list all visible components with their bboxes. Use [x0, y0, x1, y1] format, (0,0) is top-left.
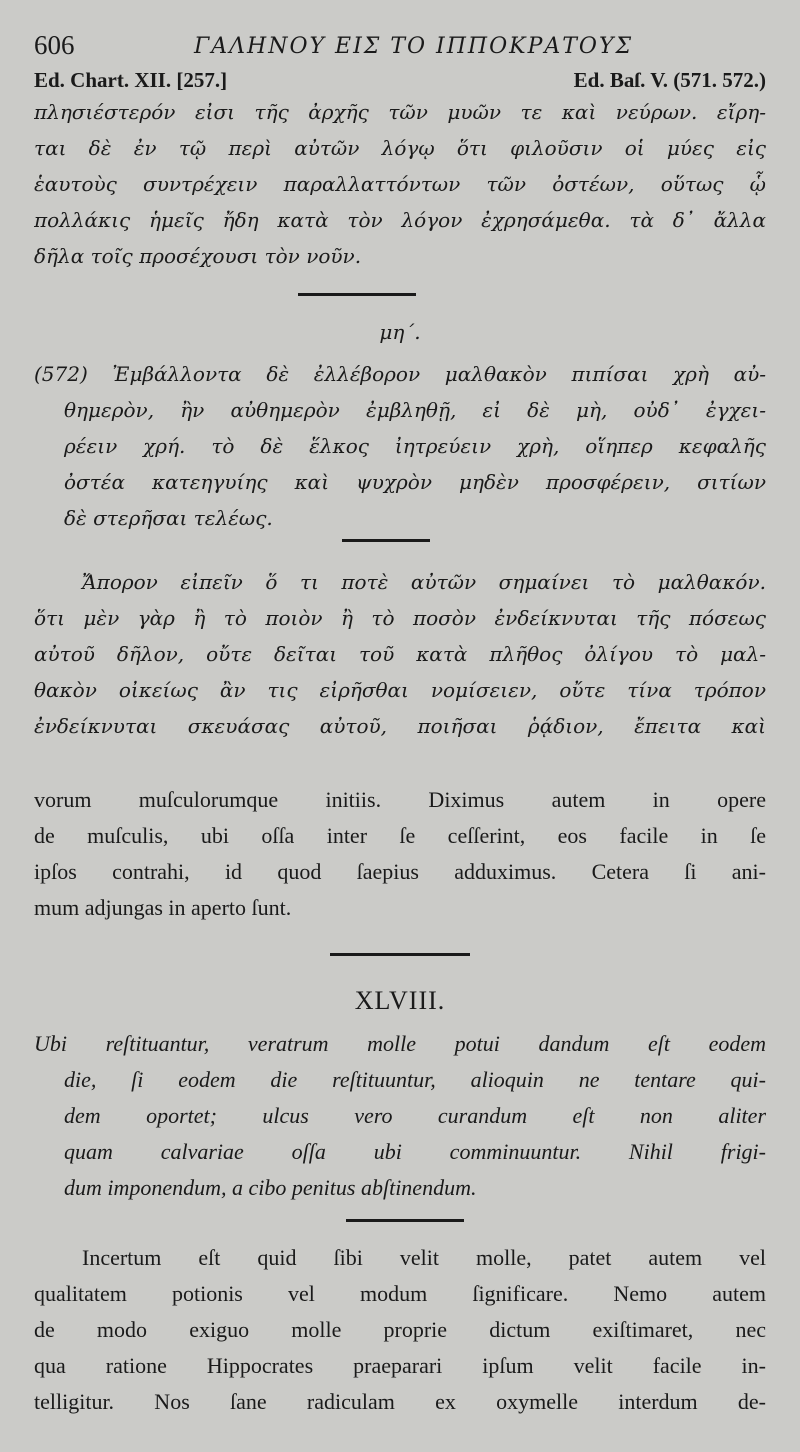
text-line: δῆλα τοῖς προσέχουσι τὸν νοῦν.: [34, 244, 362, 268]
text-line: δὲ στερῆσαι τελέως.: [64, 506, 273, 530]
text-line: ἑαυτοὺς συντρέχειν παραλλαττόντων τῶν ὀστέων, οὕτως ᾧ: [34, 172, 766, 196]
edition-chart-ref: Ed. Chart. XII. [257.]: [34, 68, 228, 92]
text-line: ipſos contrahi, id quod ſaepius adduximus. Cetera ſi ani-: [34, 859, 766, 884]
text-line: θακὸν οἰκείως ἂν τις εἰρῆσθαι νομίσειεν, οὔτε τίνα τρόπον: [34, 678, 766, 702]
section-divider: [298, 293, 416, 296]
section-divider: [342, 539, 430, 542]
text-line: qua ratione Hippocrates praeparari ipſum velit facile in-: [34, 1353, 766, 1378]
latin-section-number: XLVIII.: [354, 986, 446, 1015]
text-line: Incertum eſt quid ſibi velit molle, patet autem vel: [82, 1245, 766, 1270]
text-line: de muſculis, ubi oſſa inter ſe ceſſerint, eos facile in ſe: [34, 823, 766, 848]
text-line: dem oportet; ulcus vero curandum eſt non aliter: [64, 1103, 766, 1128]
text-line: de modo exiguo molle proprie dictum exiſtimaret, nec: [34, 1317, 766, 1342]
text-line: Ubi reſtituantur, veratrum molle potui dandum eſt eodem: [34, 1031, 766, 1056]
text-line: (572) Ἐμβάλλοντα δὲ ἐλλέβορον μαλθακὸν πιπίσαι χρὴ αὐ-: [34, 362, 766, 386]
text-line: ται δὲ ἐν τῷ περὶ αὐτῶν λόγῳ ὅτι φιλοῦσιν οἱ μύες εἰς: [34, 136, 766, 160]
text-line: πλησιέστερόν εἰσι τῆς ἀρχῆς τῶν μυῶν τε καὶ νεύρων. εἴρη-: [34, 100, 766, 124]
text-line: ρέειν χρή. τὸ δὲ ἕλκος ἰητρεύειν χρὴ, οἵηπερ κεφαλῆς: [64, 434, 766, 458]
page-header: [34, 30, 774, 64]
text-line: θημερὸν, ἢν αὐθημερὸν ἐμβληθῇ, εἰ δὲ μὴ, οὐδ᾽ ἐγχει-: [64, 398, 766, 422]
text-line: ὅτι μὲν γὰρ ἢ τὸ ποιὸν ἢ τὸ ποσὸν ἐνδείκνυται τῆς πόσεως: [34, 606, 766, 630]
running-title: ΓΑΛΗΝΟΥ ΕΙΣ ΤΟ ΙΠΠΟΚΡΑΤΟΥΣ: [194, 34, 634, 59]
latin-commentary: [34, 1240, 766, 1420]
text-line: quam calvariae oſſa ubi comminuuntur. Nihil frigi-: [64, 1139, 766, 1164]
text-line: vorum muſculorumque initiis. Diximus autem in opere: [34, 787, 766, 812]
text-line: Ἄπορον εἰπεῖν ὅ τι ποτὲ αὐτῶν σημαίνει τὸ μαλθακόν.: [82, 570, 766, 594]
page-number: 606: [34, 30, 75, 60]
edition-basel-ref: Ed. Baſ. V. (571. 572.): [573, 68, 766, 92]
greek-section-number: μη΄.: [379, 320, 421, 344]
text-line: ἐνδείκνυται σκευάσας αὐτοῦ, ποιῆσαι ῥᾴδιον, ἔπειτα καὶ: [34, 714, 766, 738]
latin-aphorism: [34, 1026, 766, 1206]
greek-commentary-continued: [34, 94, 766, 274]
edition-reference-line: [34, 68, 766, 96]
text-line: πολλάκις ἡμεῖς ἤδη κατὰ τὸν λόγον ἐχρησάμεθα. τὰ δ᾽ ἄλλα: [34, 208, 766, 232]
text-line: mum adjungas in aperto ſunt.: [34, 895, 292, 920]
text-line: die, ſi eodem die reſtituuntur, alioquin ne tentare qui-: [64, 1067, 766, 1092]
greek-section-heading: [34, 314, 766, 350]
latin-commentary-continued: [34, 782, 766, 926]
greek-aphorism: [34, 356, 766, 536]
section-divider: [330, 953, 470, 956]
text-line: qualitatem potionis vel modum ſignificare. Nemo autem: [34, 1281, 766, 1306]
text-line: telligitur. Nos ſane radiculam ex oxymelle interdum de-: [34, 1389, 766, 1414]
latin-section-heading: [34, 983, 766, 1019]
text-line: dum imponendum, a cibo penitus abſtinendum.: [64, 1175, 477, 1200]
text-line: αὐτοῦ δῆλον, οὔτε δεῖται τοῦ κατὰ πλῆθος ὀλίγου τὸ μαλ-: [34, 642, 766, 666]
greek-commentary: [34, 564, 766, 744]
text-line: ὀστέα κατεηγυίης καὶ ψυχρὸν μηδὲν προσφέρειν, σιτίων: [64, 470, 766, 494]
section-divider: [346, 1219, 464, 1222]
